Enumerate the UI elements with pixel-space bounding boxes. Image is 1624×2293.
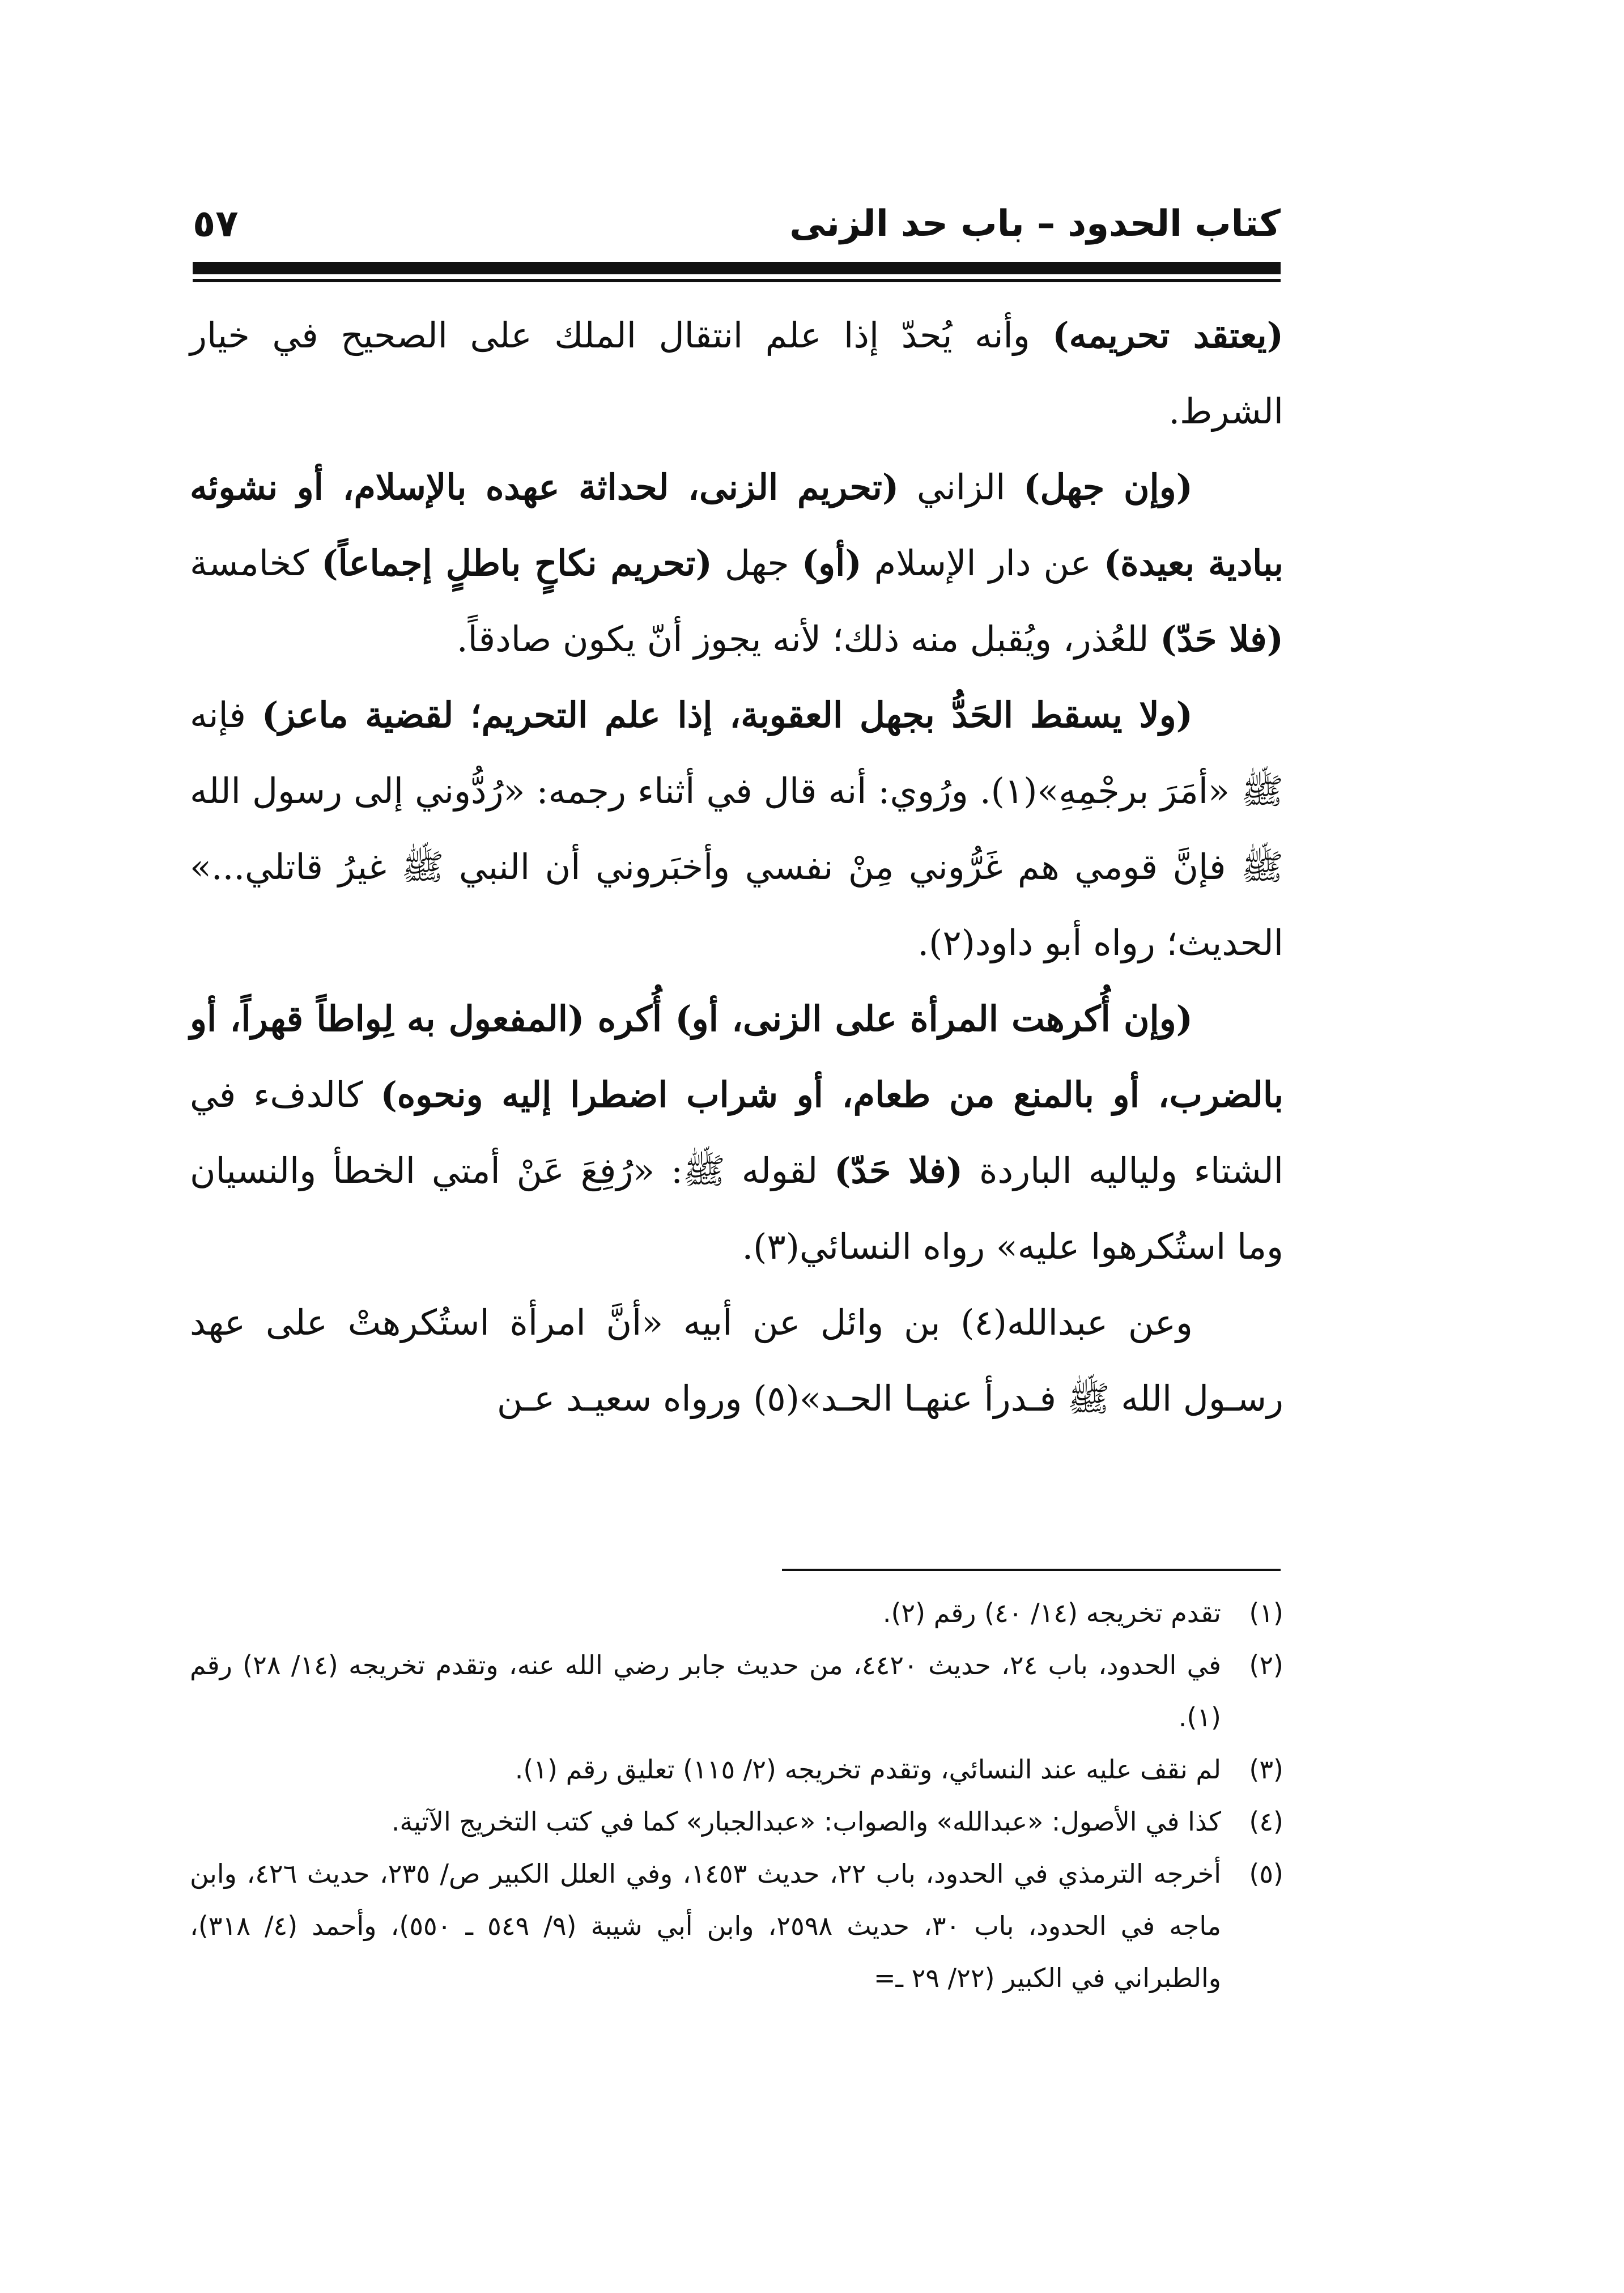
page-header — [193, 198, 1281, 249]
matn-text: (تحريم نكاحٍ باطلٍ إجماعاً) — [321, 542, 712, 584]
sharh-text: (٣) — [753, 1226, 800, 1267]
sharh-text: ورواه سعيـد عـن — [496, 1378, 754, 1419]
matn-text: (وإن جهل) — [1023, 466, 1193, 508]
header-rule-thick — [193, 262, 1281, 274]
sharh-text: لقوله ﷺ: «رُفِعَ عَنْ أمتي الخطأ والنسيان وما استُكرهوا عليه» رواه النسائي — [190, 1150, 1283, 1267]
sharh-text: (٤) — [960, 1302, 1007, 1343]
sharh-text: جهل — [712, 542, 802, 584]
sharh-text: . — [917, 922, 929, 963]
footnote — [190, 1639, 1283, 1743]
sharh-text: فإنه ﷺ «أمَرَ برجْمِهِ» — [190, 694, 1283, 812]
paragraph — [190, 1285, 1283, 1437]
main-text — [190, 298, 1283, 1437]
footnote — [190, 1795, 1283, 1848]
sharh-text: كالدفء في الشتاء ولياليه الباردة — [190, 1074, 1283, 1191]
footnote-number: (٥) — [1249, 1858, 1283, 1889]
sharh-text: للعُذر، ويُقبل منه ذلك؛ لأنه يجوز أنّ يكون صادقاً. — [456, 618, 1160, 660]
matn-text: (وإن أُكرهت المرأة على الزنى، أو) أُكره (المفعول به لِواطاً قهراً، أو بالضرب، أو بالمنع من طعام، أو شراب اضطرا إليه ونحوه) — [190, 998, 1283, 1115]
footnote-text: تقدم تخريجه (١٤/ ٤٠) رقم (٢). — [882, 1598, 1221, 1628]
footnote-text: كذا في الأصول: «عبدالله» والصواب: «عبدالجبار» كما في كتب التخريج الآتية. — [391, 1806, 1221, 1837]
sharh-text: (٥) — [753, 1378, 800, 1419]
sharh-text: كخامسة — [190, 542, 322, 584]
sharh-text: . ورُوي: أنه قال في أثناء رجمه: «رُدُّوني إلى رسول الله ﷺ فإنَّ قومي هم غَرُّوني مِنْ نفسي وأخبَروني أن النبي ﷺ غيرُ قاتلي...» الحديث؛ رواه أبو داود — [190, 770, 1283, 963]
footnote-number: (٢) — [1249, 1650, 1283, 1680]
matn-text: (فلا حَدّ) — [834, 1150, 963, 1191]
sharh-text: بن وائل عن أبيه «أنَّ امرأة استُكرهتْ على عهد رسـول الله ﷺ فـدرأ عنهـا الحـد» — [190, 1302, 1283, 1419]
matn-text: (يعتقد تحريمه) — [1052, 315, 1283, 356]
paragraph — [190, 981, 1283, 1285]
sharh-text: . — [742, 1226, 754, 1267]
footnote-separator — [782, 1569, 1281, 1571]
matn-text: (أو) — [801, 542, 862, 584]
footnote-text: في الحدود، باب ٢٤، حديث ٤٤٢٠، من حديث جابر رضي الله عنه، وتقدم تخريجه (١٤/ ٢٨) رقم (١). — [190, 1650, 1222, 1733]
footnotes — [190, 1587, 1283, 2004]
footnote-text: أخرجه الترمذي في الحدود، باب ٢٢، حديث ١٤٥٣، وفي العلل الكبير ص/ ٢٣٥، حديث ٤٢٦، وابن ماجه في الحدود، باب ٣٠، حديث ٢٥٩٨، وابن أبي شيبة (٩/ ٥٤٩ ـ ٥٥٠)، وأحمد (٤/ ٣١٨)، والطبراني في الكبير (٢٢/ ٢٩ ـ= — [190, 1858, 1221, 1993]
paragraph — [190, 677, 1283, 981]
header-rule-thin — [193, 279, 1281, 282]
footnote-text: لم نقف عليه عند النسائي، وتقدم تخريجه (٢/ ١١٥) تعليق رقم (١). — [515, 1754, 1221, 1785]
footnote — [190, 1743, 1283, 1795]
matn-text: (تحريم الزنى، لحداثة عهده بالإسلام، أو نشوئه ببادية بعيدة) — [190, 466, 1283, 584]
footnote-number: (٤) — [1249, 1806, 1283, 1837]
page-number: ٥٧ — [193, 202, 239, 245]
footnote-number: (٣) — [1249, 1754, 1283, 1785]
matn-text: (ولا يسقط الحَدُّ بجهل العقوبة، إذا علم التحريم؛ لقضية ماعز) — [261, 694, 1193, 736]
paragraph — [190, 298, 1283, 449]
paragraph — [190, 449, 1283, 677]
sharh-text: (٢) — [929, 922, 975, 963]
running-title: كتاب الحدود – باب حد الزنى — [789, 203, 1281, 245]
matn-text: (فلا حَدّ) — [1160, 618, 1283, 660]
footnote — [190, 1848, 1283, 2004]
sharh-text: (١) — [990, 770, 1038, 812]
footnote-number: (١) — [1249, 1598, 1283, 1628]
sharh-text: الزاني — [899, 466, 1024, 508]
sharh-text: وأنه يُحدّ إذا علم انتقال الملك على الصحيح في خيار الشرط. — [190, 315, 1283, 432]
sharh-text: وعن عبدالله — [1007, 1302, 1193, 1343]
sharh-text: عن دار الإسلام — [861, 542, 1104, 584]
footnote — [190, 1587, 1283, 1639]
